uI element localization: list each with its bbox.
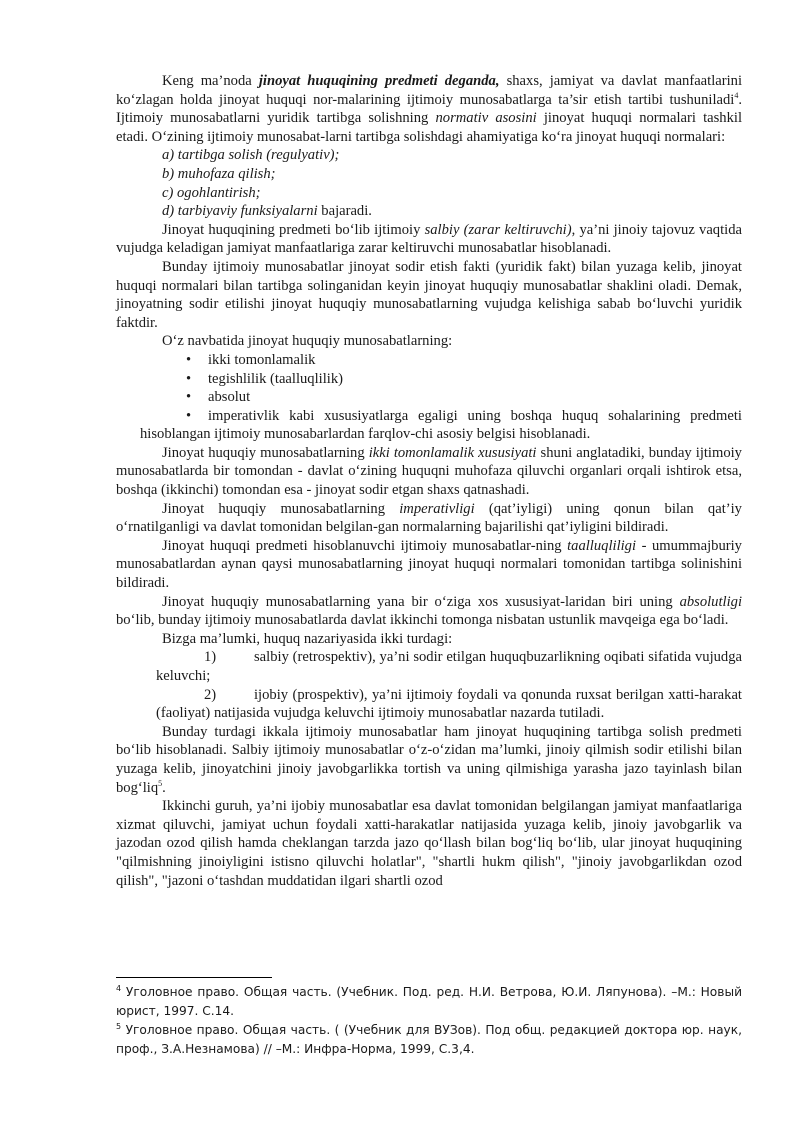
list-item bbox=[116, 202, 742, 221]
paragraph-8 bbox=[116, 593, 742, 630]
paragraph-7 bbox=[116, 537, 742, 593]
text: Jinoyat huquqiy munosabatlarning yana bir o‘ziga xos xususiyat-laridan biri uning bbox=[162, 593, 680, 610]
emphasis-term: normativ asosini bbox=[435, 110, 537, 127]
emphasis-term: taalluqliligi bbox=[567, 537, 637, 554]
text: (qat’iyligi) uning qonun bilan qat’iy o‘rnatilganligi va davlat tomonidan belgilan-gan normalarning bajarilishi qat’iyligini bildiradi. bbox=[116, 500, 742, 536]
footnote-ref-5[interactable]: 5 bbox=[158, 778, 163, 788]
item-number: 2) bbox=[204, 686, 217, 703]
text: shaxs, jamiyat va davlat manfaatlarini ko‘zlagan holda jinoyat huquqi nor-malarining ijtimoiy munosabatlarga ta’sir etish tartibi tushuniladi bbox=[116, 73, 743, 108]
footnote-5 bbox=[116, 1021, 742, 1059]
paragraph-4: O‘z navbatida jinoyat huquqiy munosabatlarning: bbox=[162, 333, 453, 350]
footnote-4 bbox=[116, 983, 742, 1021]
text: Jinoyat huquqiy munosabatlarning bbox=[162, 444, 369, 461]
text: Bunday turdagi ikkala ijtimoiy munosabatlar ham jinoyat huquqining tartibga solish predmeti bo‘lib hisoblanadi. Salbiy ijtimoiy munosabatlar o‘z-o‘zidan ma’lumki, jinoiy qilmish sodir etilishi bilan yuzaga kelib, jinoyatchini jinoiy javobgarlikka tortish va uning qilmishiga yarasha jazo tayinlash bilan bog‘liq bbox=[116, 723, 742, 796]
text: ijobiy (prospektiv), ya’ni ijtimoiy foydali va qonunda ruxsat berilgan xatti-harakat (faoliyat) natijasida vujudga keluvchi ijtimoiy munosabatlar nazarda tutiladi. bbox=[156, 686, 742, 722]
bullet-item: • imperativlik kabi xususiyatlarga egaligi uning boshqa huquq sohalarining predmeti hisoblangan ijtimoiy munosabarlardan farqlov-chi asosiy belgisi hisoblanadi. bbox=[116, 407, 742, 444]
text: - umummajburiy munosabatlardan aynan qaysi munosabatlarning jinoyat huquqi normalari tomonidan tartibga solinishini bildiradi. bbox=[116, 537, 742, 592]
list-item: a) tartibga solish (regulyativ); bbox=[162, 147, 340, 164]
text: . Ijtimoiy munosabatlarni yuridik tartibga solishning bbox=[116, 91, 742, 127]
footnote-text: Уголовное право. Общая часть. (Учебник. Под. ред. Н.И. Ветрова, Ю.И. Ляпунова). –М.: Новый юрист, 1997. С.14. bbox=[116, 985, 742, 1018]
footnote-separator bbox=[116, 977, 272, 978]
paragraph-6 bbox=[116, 500, 742, 537]
paragraph-2 bbox=[116, 221, 742, 258]
footnote-number: 5 bbox=[116, 1021, 122, 1031]
emphasis-term: ikki tomonlamalik xususiyati bbox=[368, 444, 537, 461]
text: shuni anglatadiki, bunday ijtimoiy munosabatlarda bir tomondan - davlat o‘zining huquqni muhofaza qiluvchi organlari orqali ishtirok etsa, boshqa (ikkinchi) tomondan esa - jinoyat sodir etgan shaxs qatnashadi. bbox=[116, 444, 742, 499]
numbered-item bbox=[116, 648, 742, 685]
text: , ya’ni jinoiy tajovuz vaqtida vujudga keladigan jamiyat manfaatlariga zarar keltiruvchi munosabatlar hisoblanadi. bbox=[116, 221, 742, 257]
emphasis-term: absolutligi bbox=[679, 593, 742, 610]
emphasis-term: salbiy (zarar keltiruvchi) bbox=[424, 221, 572, 238]
text: bajaradi. bbox=[317, 203, 372, 220]
bullet-item: • absolut bbox=[116, 388, 742, 407]
text: Jinoyat huquqiy munosabatlarning bbox=[162, 500, 400, 517]
paragraph-5 bbox=[116, 444, 742, 500]
paragraph-11: Ikkinchi guruh, ya’ni ijobiy munosabatlar esa davlat tomonidan belgilangan jamiyat manfaatlariga xizmat qiluvchi, jamiyat uchun foydali xatti-harakatlar natijasida yuzaga kelib, jinoiy javobgarlik va jazodan ozod qilish hamda cheklangan tarzda jazo qo‘llash bilan bog‘liq bo‘lib, ular jinoyat huquqining "qilmishning jinoiyligini istisno qiluvchi holatlar", "shartli hukm qilish", "jinoiy javobgarlikdan ozod qilish", "jazoni o‘tashdan muddatidan ilgari shartli ozod bbox=[116, 798, 742, 889]
item-number: 1) bbox=[204, 649, 217, 666]
paragraph-1 bbox=[116, 72, 742, 146]
footnote-ref-4[interactable]: 4 bbox=[734, 90, 739, 100]
text: Jinoyat huquqi predmeti hisoblanuvchi ijtimoiy munosabatlar-ning bbox=[162, 537, 568, 554]
text: Jinoyat huquqining predmeti bo‘lib ijtimoiy bbox=[162, 221, 425, 238]
text: . bbox=[162, 779, 166, 796]
bullet-item: • tegishlilik (taalluqlilik) bbox=[116, 370, 742, 389]
list-item: b) muhofaza qilish; bbox=[162, 165, 276, 182]
paragraph-10 bbox=[116, 723, 742, 797]
document-body bbox=[116, 72, 742, 890]
emphasis-term: jinoyat huquqining predmeti deganda, bbox=[258, 73, 500, 89]
numbered-item bbox=[116, 686, 742, 723]
footnote-text: Уголовное право. Общая часть. ( (Учебник для ВУЗов). Под общ. редакцией доктора юр. наук, проф., З.А.Незнамова) // –М.: Инфра-Норма, 1999, С.3,4. bbox=[116, 1023, 742, 1056]
text: Keng ma’noda bbox=[162, 73, 259, 89]
text: d) tarbiyaviy funksiyalarni bbox=[162, 203, 318, 220]
paragraph-3: Bunday ijtimoiy munosabatlar jinoyat sodir etish fakti (yuridik fakt) bilan yuzaga kelib, jinoyat huquqi normalari bilan tartibga solinganidan keyin jinoyat huquqiy munosabatlar shaklini oladi. Demak, jinoyatning sodir etilishi jinoyat huquqiy munosabatlarning vujudga kelishiga sabab bo‘luvchi yuridik faktdir. bbox=[116, 258, 742, 331]
emphasis-term: imperativligi bbox=[399, 500, 475, 517]
bullet-item: • ikki tomonlamalik bbox=[116, 351, 742, 370]
paragraph-9: Bizga ma’lumki, huquq nazariyasida ikki turdagi: bbox=[162, 630, 453, 647]
text: jinoyat huquqi normalari tashkil etadi. O‘zining ijtimoiy munosabat-larni tartibga solishdagi ahamiyatiga ko‘ra jinoyat huquqi normalari: bbox=[116, 110, 742, 145]
text: salbiy (retrospektiv), ya’ni sodir etilgan huquqbuzarlikning oqibati sifatida vujudga keluvchi; bbox=[156, 649, 742, 684]
list-item: c) ogohlantirish; bbox=[162, 184, 261, 201]
footnote-number: 4 bbox=[116, 983, 122, 993]
text: bo‘lib, bunday ijtimoiy munosabatlarda davlat ikkinchi tomonga nisbatan ustunlik mavqeiga ega bo‘ladi. bbox=[116, 612, 729, 629]
